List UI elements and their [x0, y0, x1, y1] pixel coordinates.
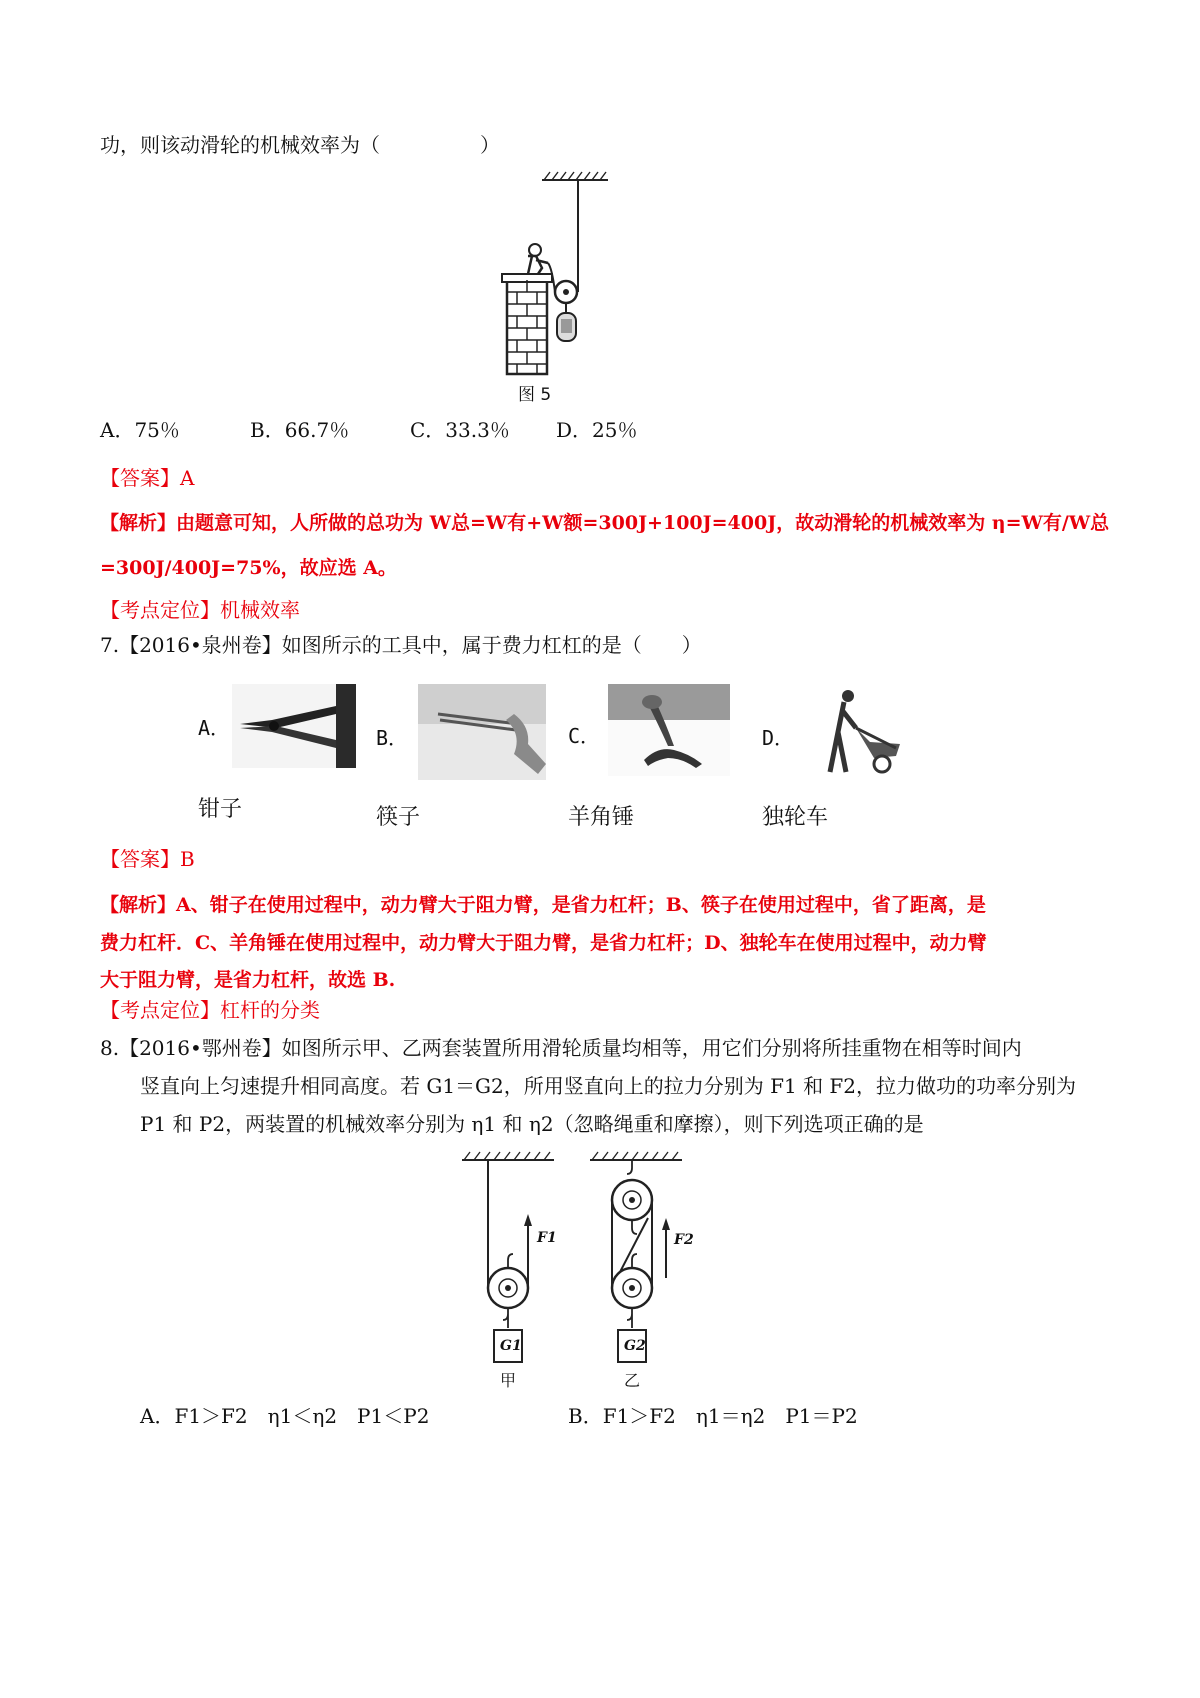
tool-c-label: C．	[568, 724, 601, 748]
q8-option-a: A．F1＞F2 η1＜η2 P1＜P2	[140, 1404, 430, 1428]
hammer-icon	[608, 684, 730, 776]
q8-stem-line3: P1 和 P2，两装置的机械效率分别为 η1 和 η2（忽略绳重和摩擦），则下列选项正确的是	[140, 1112, 924, 1136]
claw-hammer-photo	[608, 684, 730, 776]
point-tag: 【考点定位】	[100, 998, 220, 1022]
analysis-tag: 【解析】	[100, 512, 177, 534]
answer-value: A	[180, 466, 195, 490]
figure-label-yi: 乙	[624, 1371, 641, 1390]
tool-b-name: 筷子	[376, 805, 421, 830]
q6-option-c: C．33.3％	[410, 418, 510, 442]
q8-stem-line2: 竖直向上匀速提升相同高度。若 G1＝G2，所用竖直向上的拉力分别为 F1 和 F2，拉力做功的功率分别为	[140, 1074, 1077, 1098]
chopsticks-icon	[418, 684, 546, 780]
q7-analysis-line3: 大于阻力臂，是省力杠杆，故选 B.	[100, 969, 396, 991]
q6-option-a: A．75％	[100, 418, 180, 442]
q6-point	[100, 596, 300, 624]
pliers-photo	[232, 684, 356, 768]
chopsticks-photo	[418, 684, 546, 780]
q6-analysis-line1	[100, 509, 1109, 537]
q6-option-d: D．25％	[556, 418, 638, 442]
answer-value: B	[180, 847, 195, 871]
figure-label-f2: F2	[674, 1232, 694, 1248]
q6-option-b: B．66.7％	[250, 418, 350, 442]
q6-stem-tail: 功，则该动滑轮的机械效率为（ ）	[100, 133, 500, 157]
tool-a-label: A．	[198, 716, 231, 740]
point-tag: 【考点定位】	[100, 598, 220, 622]
analysis-text: 由题意可知，人所做的总功为 W总=W有+W额=300J+100J=400J，故动滑轮的机械效率为 η=W有/W总	[176, 512, 1110, 534]
answer-tag: 【答案】	[100, 847, 180, 871]
wheelbarrow-photo	[800, 684, 908, 780]
tool-b-label: B．	[376, 726, 409, 750]
wheelbarrow-icon	[800, 684, 908, 780]
point-value: 杠杆的分类	[220, 998, 320, 1022]
q8-option-b: B．F1＞F2 η1＝η2 P1＝P2	[568, 1404, 858, 1428]
pulley-systems-figure	[450, 1148, 690, 1398]
q7-answer	[100, 845, 195, 873]
q7-point	[100, 996, 320, 1024]
figure-label-jia: 甲	[500, 1371, 517, 1390]
pliers-icon	[232, 684, 356, 768]
tool-a-name: 钳子	[198, 797, 243, 822]
figure-5-pulley-man	[490, 168, 620, 408]
tool-d-label: D．	[762, 726, 795, 750]
q8-stem-line1: 8.【2016•鄂州卷】如图所示甲、乙两套装置所用滑轮质量均相等，用它们分别将所挂重物在相等时间内	[100, 1036, 1022, 1060]
q6-analysis-line2: =300J/400J=75%，故应选 A。	[100, 557, 397, 579]
figure-label-g1: G1	[500, 1338, 522, 1354]
q7-analysis-line1	[100, 891, 986, 919]
q6-answer	[100, 464, 194, 492]
q7-stem: 7.【2016•泉州卷】如图所示的工具中，属于费力杠杠的是（ ）	[100, 633, 702, 657]
tool-d-name: 独轮车	[762, 805, 829, 830]
figure-5-caption: 图 5	[518, 385, 552, 405]
tool-c-name: 羊角锤	[568, 805, 635, 830]
answer-tag: 【答案】	[100, 466, 180, 490]
point-value: 机械效率	[220, 598, 300, 622]
q7-analysis-line2: 费力杠杆．C、羊角锤在使用过程中，动力臂大于阻力臂，是省力杠杆；D、独轮车在使用过程中，动力臂	[100, 932, 987, 954]
figure-label-g2: G2	[624, 1338, 646, 1354]
figure-label-f1: F1	[537, 1230, 557, 1246]
analysis-tag: 【解析】	[100, 894, 177, 916]
analysis-text: A、钳子在使用过程中，动力臂大于阻力臂，是省力杠杆；B、筷子在使用过程中，省了距离，是	[176, 894, 986, 916]
